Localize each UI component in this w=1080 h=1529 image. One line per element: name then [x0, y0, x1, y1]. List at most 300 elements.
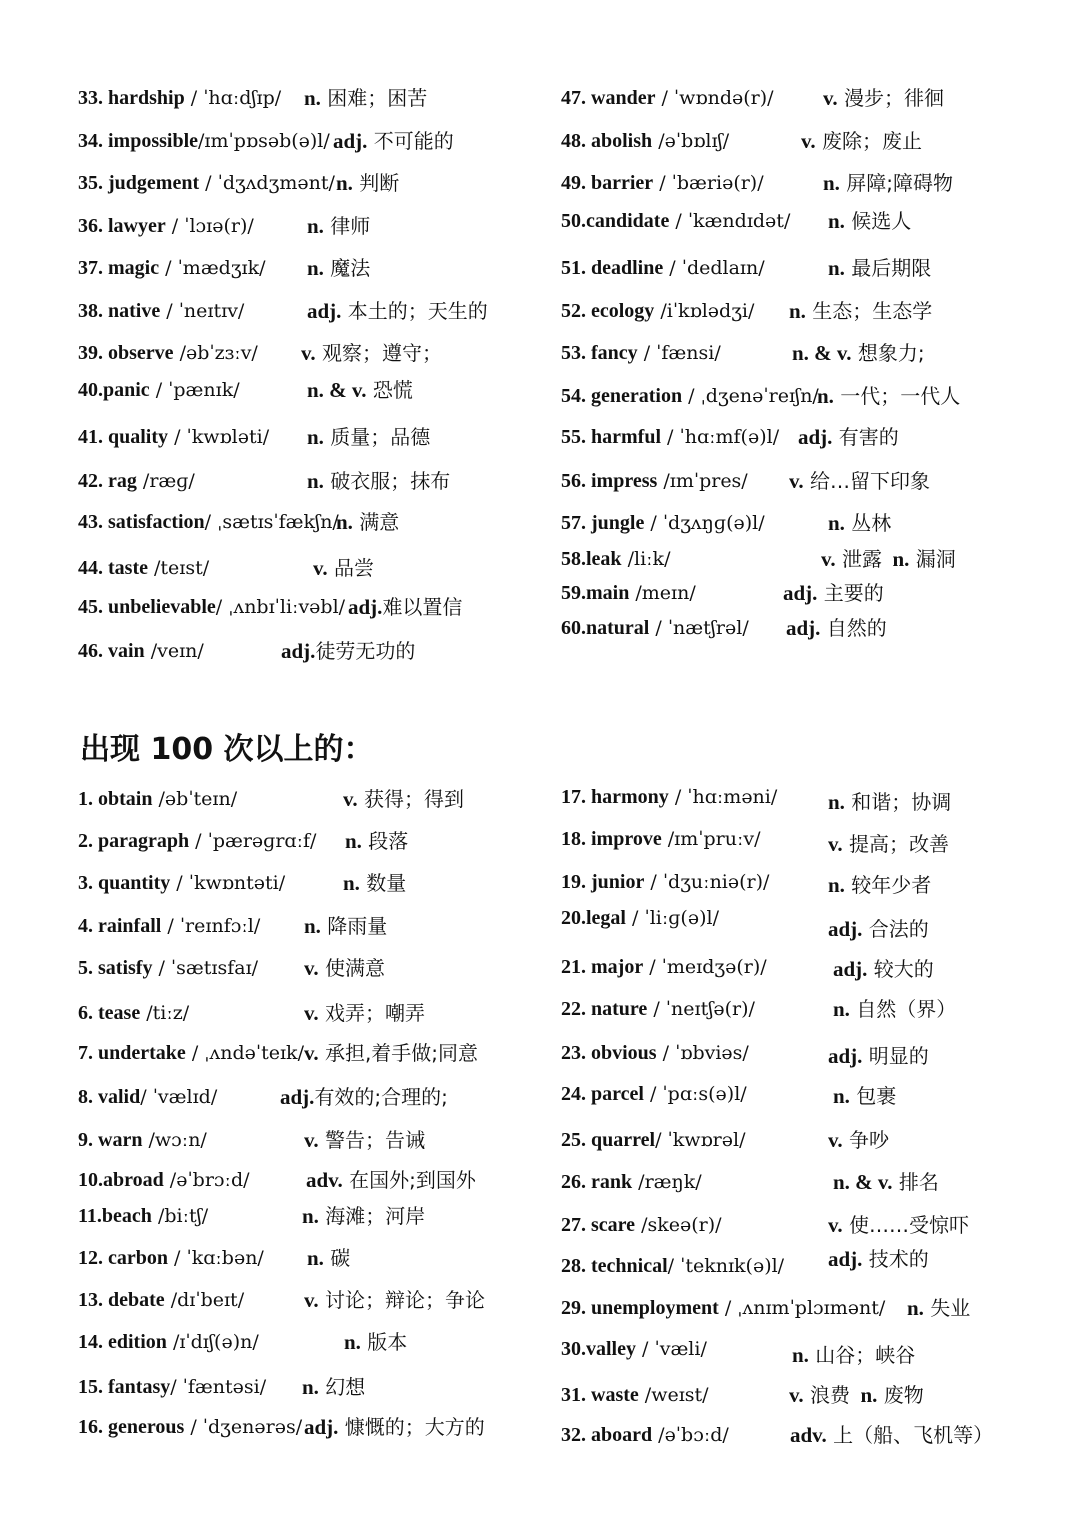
vocab-meaning: 包裹 — [849, 1084, 897, 1108]
vocab-phonetic: / ˈdʒuːniə(r)/ — [644, 871, 770, 893]
vocab-word: 3. quantity / ˈkwɒntəti/ — [78, 872, 286, 894]
vocab-meaning: 有害的 — [832, 425, 899, 449]
vocab-word: 24. parcel / ˈpɑːs(ə)l/ — [561, 1083, 747, 1105]
vocab-phonetic: /ɪmˈpɒsəb(ə)l/ — [198, 130, 330, 152]
vocab-phonetic: / ˈwɒndə(r)/ — [655, 87, 774, 109]
part-of-speech: adj. — [281, 639, 316, 663]
part-of-speech: n. — [302, 1375, 319, 1399]
vocab-phonetic: /biːtʃ/ — [151, 1205, 209, 1227]
vocab-meaning: 技术的 — [862, 1247, 929, 1271]
part-of-speech: n. — [344, 1330, 361, 1354]
vocab-word: 14. edition /ɪˈdɪʃ(ə)n/ — [78, 1331, 259, 1353]
vocab-meaning: 失业 — [923, 1296, 971, 1320]
vocab-phonetic: /əbˈteɪn/ — [152, 788, 238, 810]
vocab-definition — [792, 338, 925, 368]
vocab-phonetic: /ɪˈdɪʃ(ə)n/ — [166, 1331, 259, 1353]
vocab-definition — [817, 381, 960, 411]
vocab-phonetic: / ˈɒbviəs/ — [656, 1042, 749, 1064]
vocab-phonetic: / ˈmædʒɪk/ — [159, 257, 266, 279]
vocab-definition — [833, 1167, 939, 1197]
vocab-word: 47. wander / ˈwɒndə(r)/ — [561, 87, 774, 109]
part-of-speech: v. — [821, 547, 836, 571]
vocab-phonetic: / ˈdʒʌdʒmənt/ — [199, 172, 335, 194]
vocab-definition — [304, 1412, 485, 1442]
vocab-definition — [789, 1380, 924, 1410]
part-of-speech: n. — [345, 829, 362, 853]
vocab-meaning: 废除；废止 — [815, 129, 922, 153]
vocab-meaning: 恐慌 — [366, 378, 413, 402]
vocab-definition — [307, 1243, 350, 1273]
part-of-speech: v. — [304, 1001, 319, 1025]
vocab-phonetic: / ˈkwɒrəl/ — [655, 1129, 746, 1151]
part-of-speech: n. — [307, 469, 324, 493]
part-of-speech: adj. — [333, 129, 368, 153]
vocab-word: 57. jungle / ˈdʒʌŋɡ(ə)l/ — [561, 512, 765, 534]
vocab-definition — [345, 826, 408, 856]
vocab-meaning: 讨论；辩论；争论 — [318, 1288, 485, 1312]
vocab-definition — [307, 422, 430, 452]
part-of-speech: n. — [855, 1383, 878, 1407]
vocab-meaning: 较大的 — [867, 957, 934, 981]
vocab-meaning: 律师 — [323, 214, 371, 238]
vocab-word: 56. impress /ɪmˈpres/ — [561, 470, 748, 492]
part-of-speech: adj. — [280, 1085, 315, 1109]
vocab-word: 17. harmony / ˈhɑːməni/ — [561, 786, 778, 808]
vocab-word: 16. generous / ˈdʒenərəs/ — [78, 1416, 303, 1438]
vocab-word: 59.main /meɪn/ — [561, 582, 696, 604]
vocab-phonetic: / ˈliːɡ(ə)l/ — [626, 907, 719, 929]
vocab-meaning: 最后期限 — [844, 256, 932, 280]
part-of-speech: v. — [304, 1041, 319, 1065]
vocab-definition — [348, 592, 462, 622]
vocab-definition — [828, 1210, 969, 1240]
vocab-phonetic: / ˈdedlaɪn/ — [663, 257, 765, 279]
vocab-meaning: 在国外;到国外 — [342, 1168, 476, 1192]
vocab-definition — [907, 1293, 970, 1323]
vocab-definition — [302, 1201, 425, 1231]
part-of-speech: n. — [304, 86, 321, 110]
vocab-phonetic: / ˈhɑːmf(ə)l/ — [661, 426, 780, 448]
vocab-word: 55. harmful / ˈhɑːmf(ə)l/ — [561, 426, 780, 448]
vocab-phonetic: / ˈkændɪdət/ — [669, 210, 791, 232]
part-of-speech: v. — [304, 1288, 319, 1312]
vocab-word: 49. barrier / ˈbæriə(r)/ — [561, 172, 764, 194]
vocab-definition — [281, 636, 415, 666]
part-of-speech: adj. — [828, 1044, 863, 1068]
part-of-speech: n. — [828, 873, 845, 897]
vocab-definition — [828, 829, 949, 859]
vocab-phonetic: / ˌʌnɪmˈplɔɪmənt/ — [718, 1297, 886, 1319]
vocab-phonetic: / ˌdʒenəˈreɪʃn/ — [682, 385, 819, 407]
vocab-phonetic: /ræɡ/ — [136, 470, 195, 492]
vocab-definition — [336, 168, 399, 198]
vocab-definition — [828, 1041, 929, 1071]
part-of-speech: n. — [792, 1343, 809, 1367]
vocab-meaning: 提高；改善 — [842, 832, 949, 856]
vocab-meaning: 海滩；河岸 — [318, 1204, 426, 1228]
part-of-speech: n. — [343, 871, 360, 895]
part-of-speech: n. & v. — [792, 341, 852, 365]
vocab-definition — [313, 553, 374, 583]
vocab-word: 27. scare /skeə(r)/ — [561, 1214, 722, 1236]
part-of-speech: n. & v. — [833, 1170, 893, 1194]
part-of-speech: v. — [789, 469, 804, 493]
vocab-word: 21. major / ˈmeɪdʒə(r)/ — [561, 956, 767, 978]
vocab-word: 42. rag /ræɡ/ — [78, 470, 195, 492]
part-of-speech: n. — [828, 209, 845, 233]
vocab-definition — [304, 953, 385, 983]
vocab-meaning: 慷慨的；大方的 — [338, 1415, 485, 1439]
vocab-meaning: 魔法 — [323, 256, 371, 280]
vocab-meaning: 争吵 — [842, 1128, 889, 1152]
vocab-definition — [823, 168, 953, 198]
vocab-phonetic: / ˈdʒʌŋɡ(ə)l/ — [644, 512, 765, 534]
vocab-meaning: 自然（界） — [849, 997, 957, 1021]
vocab-meaning: 徒劳无功的 — [315, 639, 416, 663]
vocab-word: 34. impossible/ɪmˈpɒsəb(ə)l/ — [78, 130, 330, 152]
vocab-definition — [828, 253, 931, 283]
vocab-word: 30.valley / ˈvæli/ — [561, 1338, 707, 1360]
part-of-speech: n. — [823, 171, 840, 195]
vocab-word: 8. valid/ ˈvælɪd/ — [78, 1086, 218, 1108]
vocab-definition — [304, 1038, 478, 1068]
part-of-speech: n. — [833, 997, 850, 1021]
vocab-word: 13. debate /dɪˈbeɪt/ — [78, 1289, 245, 1311]
vocab-word: 29. unemployment / ˌʌnɪmˈplɔɪmənt/ — [561, 1297, 886, 1319]
vocab-phonetic: / ˈfæntəsi/ — [170, 1376, 267, 1398]
vocab-phonetic: / ˈhɑːməni/ — [668, 786, 778, 808]
vocab-definition — [307, 466, 450, 496]
vocab-meaning: 本土的；天生的 — [341, 299, 488, 323]
part-of-speech: v. — [301, 341, 316, 365]
vocab-definition — [304, 911, 387, 941]
vocab-meaning: 警告；告诫 — [318, 1128, 425, 1152]
vocab-meaning: 承担,着手做;同意 — [318, 1041, 479, 1065]
vocab-meaning: 屏障;障碍物 — [839, 171, 954, 195]
part-of-speech: n. & v. — [307, 378, 367, 402]
vocab-phonetic: / ˈhɑːdʃɪp/ — [184, 87, 282, 109]
vocab-word: 18. improve /ɪmˈpruːv/ — [561, 828, 761, 850]
vocab-word: 33. hardship / ˈhɑːdʃɪp/ — [78, 87, 282, 109]
vocab-meaning: 候选人 — [844, 209, 912, 233]
vocab-meaning: 幻想 — [318, 1375, 366, 1399]
vocab-definition — [343, 868, 406, 898]
vocab-phonetic: /iˈkɒlədʒi/ — [654, 300, 755, 322]
part-of-speech: adv. — [306, 1168, 343, 1192]
part-of-speech: n. — [304, 914, 321, 938]
vocab-word: 51. deadline / ˈdedlaɪn/ — [561, 257, 765, 279]
part-of-speech: v. — [801, 129, 816, 153]
vocab-meaning: 废物 — [877, 1383, 924, 1407]
vocab-definition — [789, 466, 930, 496]
vocab-meaning: 使满意 — [318, 956, 385, 980]
vocab-meaning: 漫步；徘徊 — [837, 86, 944, 110]
vocab-word: 15. fantasy/ ˈfæntəsi/ — [78, 1376, 267, 1398]
vocab-phonetic: / ˈkwɒləti/ — [168, 426, 270, 448]
vocab-word: 43. satisfaction/ ˌsætɪsˈfækʃn/ — [78, 511, 339, 533]
vocab-phonetic: / ˈvælɪd/ — [140, 1086, 218, 1108]
vocab-word: 48. abolish /əˈbɒlɪʃ/ — [561, 130, 730, 152]
part-of-speech: v. — [828, 1213, 843, 1237]
vocab-meaning: 戏弄；嘲弄 — [318, 1001, 425, 1025]
vocab-phonetic: /əˈbrɔːd/ — [163, 1169, 250, 1191]
vocab-definition — [828, 787, 951, 817]
vocab-meaning: 想象力; — [851, 341, 925, 365]
part-of-speech: n. — [336, 171, 353, 195]
vocab-word: 38. native / ˈneɪtɪv/ — [78, 300, 245, 322]
part-of-speech: n. — [307, 214, 324, 238]
vocab-meaning: 排名 — [892, 1170, 939, 1194]
vocab-word: 9. warn /wɔːn/ — [78, 1129, 207, 1151]
vocab-meaning: 版本 — [360, 1330, 408, 1354]
vocab-meaning: 使……受惊吓 — [842, 1213, 969, 1237]
part-of-speech: adj. — [307, 299, 342, 323]
part-of-speech: n. — [789, 299, 806, 323]
vocab-phonetic: / ˈpænɪk/ — [149, 379, 240, 401]
vocab-word: 44. taste /teɪst/ — [78, 557, 210, 579]
vocab-word: 58.leak /liːk/ — [561, 548, 671, 570]
vocab-word: 53. fancy / ˈfænsi/ — [561, 342, 721, 364]
vocab-phonetic: / ˌsætɪsˈfækʃn/ — [204, 511, 339, 533]
vocab-meaning: 碳 — [323, 1246, 351, 1270]
vocab-phonetic: / ˈkɑːbən/ — [168, 1247, 264, 1269]
vocab-phonetic: / ˈmeɪdʒə(r)/ — [643, 956, 767, 978]
vocab-word: 32. aboard /əˈbɔːd/ — [561, 1424, 729, 1446]
vocab-phonetic: / ˈneɪtʃə(r)/ — [647, 998, 755, 1020]
part-of-speech: n. — [907, 1296, 924, 1320]
vocab-meaning: 生态；生态学 — [805, 299, 933, 323]
vocab-definition — [789, 296, 932, 326]
vocab-word: 7. undertake / ˌʌndəˈteɪk/ — [78, 1042, 304, 1064]
part-of-speech: n. — [828, 511, 845, 535]
part-of-speech: n. — [307, 1246, 324, 1270]
vocab-definition — [304, 1125, 425, 1155]
vocab-word: 54. generation / ˌdʒenəˈreɪʃn/ — [561, 385, 819, 407]
part-of-speech: v. — [828, 1128, 843, 1152]
part-of-speech: n. — [307, 256, 324, 280]
part-of-speech: n. — [892, 547, 910, 571]
vocab-phonetic: / ˌʌnbɪˈliːvəbl/ — [215, 596, 346, 618]
vocab-definition — [828, 1244, 929, 1274]
vocab-definition — [833, 994, 956, 1024]
vocab-definition — [304, 1285, 485, 1315]
vocab-meaning: 降雨量 — [320, 914, 388, 938]
vocab-definition — [307, 253, 370, 283]
part-of-speech: adv. — [790, 1423, 827, 1447]
vocab-phonetic: /ɪmˈpruːv/ — [661, 828, 761, 850]
vocab-word: 39. observe /əbˈzɜːv/ — [78, 342, 258, 364]
vocab-word: 22. nature / ˈneɪtʃə(r)/ — [561, 998, 755, 1020]
vocab-definition — [343, 784, 464, 814]
part-of-speech: n. — [833, 1084, 850, 1108]
vocab-meaning: 主要的 — [817, 581, 884, 605]
vocab-phonetic: / ˈsætɪsfaɪ/ — [152, 957, 259, 979]
vocab-definition — [833, 954, 934, 984]
vocab-definition — [801, 126, 922, 156]
vocab-word: 2. paragraph / ˈpærəɡrɑːf/ — [78, 830, 317, 852]
vocab-phonetic: / ˈbæriə(r)/ — [653, 172, 764, 194]
vocab-word: 1. obtain /əbˈteɪn/ — [78, 788, 238, 810]
vocab-word: 28. technical/ ˈteknɪk(ə)l/ — [561, 1255, 785, 1277]
vocab-definition — [783, 578, 884, 608]
vocab-phonetic: /dɪˈbeɪt/ — [164, 1289, 245, 1311]
part-of-speech: v. — [789, 1383, 804, 1407]
vocab-definition — [792, 1340, 915, 1370]
vocab-phonetic: / ˈneɪtɪv/ — [160, 300, 245, 322]
vocab-word: 23. obvious / ˈɒbviəs/ — [561, 1042, 749, 1064]
vocab-word: 12. carbon / ˈkɑːbən/ — [78, 1247, 264, 1269]
vocab-phonetic: /wɔːn/ — [142, 1129, 207, 1151]
vocab-meaning: 和谐；协调 — [844, 790, 952, 814]
part-of-speech: n. — [828, 256, 845, 280]
vocab-word: 46. vain /veɪn/ — [78, 640, 204, 662]
part-of-speech: v. — [304, 956, 319, 980]
vocab-phonetic: /əˈbɔːd/ — [652, 1424, 729, 1446]
vocab-definition — [280, 1082, 448, 1112]
vocab-meaning: 有效的;合理的; — [314, 1085, 448, 1109]
vocab-meaning: 观察；遵守； — [315, 341, 442, 365]
vocab-phonetic: /weɪst/ — [638, 1384, 709, 1406]
vocab-meaning: 满意 — [352, 510, 400, 534]
part-of-speech: n. — [302, 1204, 319, 1228]
vocab-meaning: 不可能的 — [367, 129, 454, 153]
vocab-phonetic: / ˈfænsi/ — [637, 342, 721, 364]
part-of-speech: adj. — [828, 917, 863, 941]
vocab-word: 37. magic / ˈmædʒɪk/ — [78, 257, 266, 279]
vocab-phonetic: /əbˈzɜːv/ — [173, 342, 258, 364]
vocab-phonetic: /veɪn/ — [144, 640, 204, 662]
vocab-meaning: 泄露 — [835, 547, 882, 571]
vocab-meaning: 品尝 — [327, 556, 374, 580]
part-of-speech: v. — [823, 86, 838, 110]
vocab-meaning: 浪费 — [803, 1383, 850, 1407]
part-of-speech: n. — [307, 425, 324, 449]
vocab-phonetic: / ˌʌndəˈteɪk/ — [185, 1042, 304, 1064]
vocab-meaning: 破衣服；抹布 — [323, 469, 451, 493]
vocab-meaning: 困难；困苦 — [320, 86, 428, 110]
vocab-meaning: 自然的 — [820, 616, 887, 640]
vocab-phonetic: / ˈvæli/ — [636, 1338, 707, 1360]
part-of-speech: adj. — [783, 581, 818, 605]
vocab-word: 52. ecology /iˈkɒlədʒi/ — [561, 300, 755, 322]
vocab-word: 36. lawyer / ˈlɔɪə(r)/ — [78, 215, 254, 237]
vocab-meaning: 质量；品德 — [323, 425, 431, 449]
vocab-meaning: 上（船、飞机等） — [826, 1423, 994, 1447]
vocab-definition — [304, 83, 427, 113]
vocab-definition — [833, 1081, 896, 1111]
vocab-meaning: 合法的 — [862, 917, 929, 941]
section-heading: 出现 100 次以上的： — [80, 732, 374, 767]
vocab-definition — [786, 613, 887, 643]
vocab-definition — [306, 1165, 476, 1195]
vocab-phonetic: / ˈpɑːs(ə)l/ — [643, 1083, 747, 1105]
vocab-meaning: 丛林 — [844, 511, 892, 535]
vocab-word: 35. judgement / ˈdʒʌdʒmənt/ — [78, 172, 335, 194]
vocab-definition — [821, 544, 956, 574]
vocab-meaning: 一代；一代人 — [833, 384, 961, 408]
part-of-speech: adj. — [798, 425, 833, 449]
vocab-phonetic: / ˈdʒenərəs/ — [184, 1416, 303, 1438]
vocab-word: 10.abroad /əˈbrɔːd/ — [78, 1169, 250, 1191]
vocab-definition — [307, 375, 413, 405]
vocab-phonetic: /ræŋk/ — [632, 1171, 702, 1193]
vocab-word: 41. quality / ˈkwɒləti/ — [78, 426, 270, 448]
vocab-word: 40.panic / ˈpænɪk/ — [78, 379, 240, 401]
vocab-phonetic: / ˈreɪnfɔːl/ — [161, 915, 261, 937]
vocab-word: 50.candidate / ˈkændɪdət/ — [561, 210, 791, 232]
vocab-phonetic: /skeə(r)/ — [635, 1214, 722, 1236]
vocab-phonetic: / ˈpærəɡrɑːf/ — [189, 830, 317, 852]
part-of-speech: n. — [817, 384, 834, 408]
vocab-definition — [790, 1420, 993, 1450]
vocab-phonetic: / ˈnætʃrəl/ — [649, 617, 749, 639]
vocab-meaning: 难以置信 — [382, 595, 463, 619]
vocab-definition — [828, 206, 911, 236]
vocab-meaning: 漏洞 — [909, 547, 956, 571]
vocab-definition — [828, 508, 891, 538]
vocab-definition — [307, 296, 488, 326]
vocab-definition — [828, 870, 931, 900]
vocab-phonetic: /tiːz/ — [140, 1002, 190, 1024]
vocab-definition — [798, 422, 899, 452]
vocab-meaning: 判断 — [352, 171, 400, 195]
vocab-meaning: 山谷；峡谷 — [808, 1343, 916, 1367]
vocab-meaning: 明显的 — [862, 1044, 929, 1068]
vocab-meaning: 较年少者 — [844, 873, 932, 897]
vocab-phonetic: /əˈbɒlɪʃ/ — [652, 130, 730, 152]
vocab-word: 45. unbelievable/ ˌʌnbɪˈliːvəbl/ — [78, 596, 346, 618]
vocab-definition — [823, 83, 944, 113]
vocab-definition — [302, 1372, 365, 1402]
vocab-word: 60.natural / ˈnætʃrəl/ — [561, 617, 749, 639]
part-of-speech: v. — [313, 556, 328, 580]
vocab-phonetic: /liːk/ — [621, 548, 671, 570]
vocab-word: 4. rainfall / ˈreɪnfɔːl/ — [78, 915, 261, 937]
vocab-phonetic: /teɪst/ — [147, 557, 210, 579]
vocab-definition — [304, 998, 425, 1028]
vocab-meaning: 段落 — [361, 829, 409, 853]
vocab-definition — [828, 1125, 889, 1155]
vocab-definition — [336, 507, 399, 537]
vocab-meaning: 给…留下印象 — [803, 469, 930, 493]
part-of-speech: v. — [343, 787, 358, 811]
part-of-speech: v. — [304, 1128, 319, 1152]
vocab-definition — [307, 211, 370, 241]
vocab-word: 25. quarrel/ ˈkwɒrəl/ — [561, 1129, 746, 1151]
vocab-word: 26. rank /ræŋk/ — [561, 1171, 702, 1193]
vocab-word: 20.legal / ˈliːɡ(ə)l/ — [561, 907, 719, 929]
vocab-definition — [344, 1327, 407, 1357]
part-of-speech: adj. — [828, 1247, 863, 1271]
part-of-speech: n. — [828, 790, 845, 814]
part-of-speech: adj. — [786, 616, 821, 640]
vocab-word: 6. tease /tiːz/ — [78, 1002, 190, 1024]
vocab-word: 11.beach /biːtʃ/ — [78, 1205, 209, 1227]
part-of-speech: v. — [828, 832, 843, 856]
part-of-speech: adj. — [348, 595, 383, 619]
vocab-definition — [301, 338, 442, 368]
vocab-meaning: 数量 — [359, 871, 407, 895]
vocab-definition — [828, 914, 929, 944]
part-of-speech: n. — [336, 510, 353, 534]
vocab-word: 31. waste /weɪst/ — [561, 1384, 709, 1406]
vocab-definition — [333, 126, 454, 156]
vocab-word: 5. satisfy / ˈsætɪsfaɪ/ — [78, 957, 259, 979]
part-of-speech: adj. — [833, 957, 868, 981]
vocab-word: 19. junior / ˈdʒuːniə(r)/ — [561, 871, 770, 893]
vocab-meaning: 获得；得到 — [357, 787, 464, 811]
part-of-speech: adj. — [304, 1415, 339, 1439]
